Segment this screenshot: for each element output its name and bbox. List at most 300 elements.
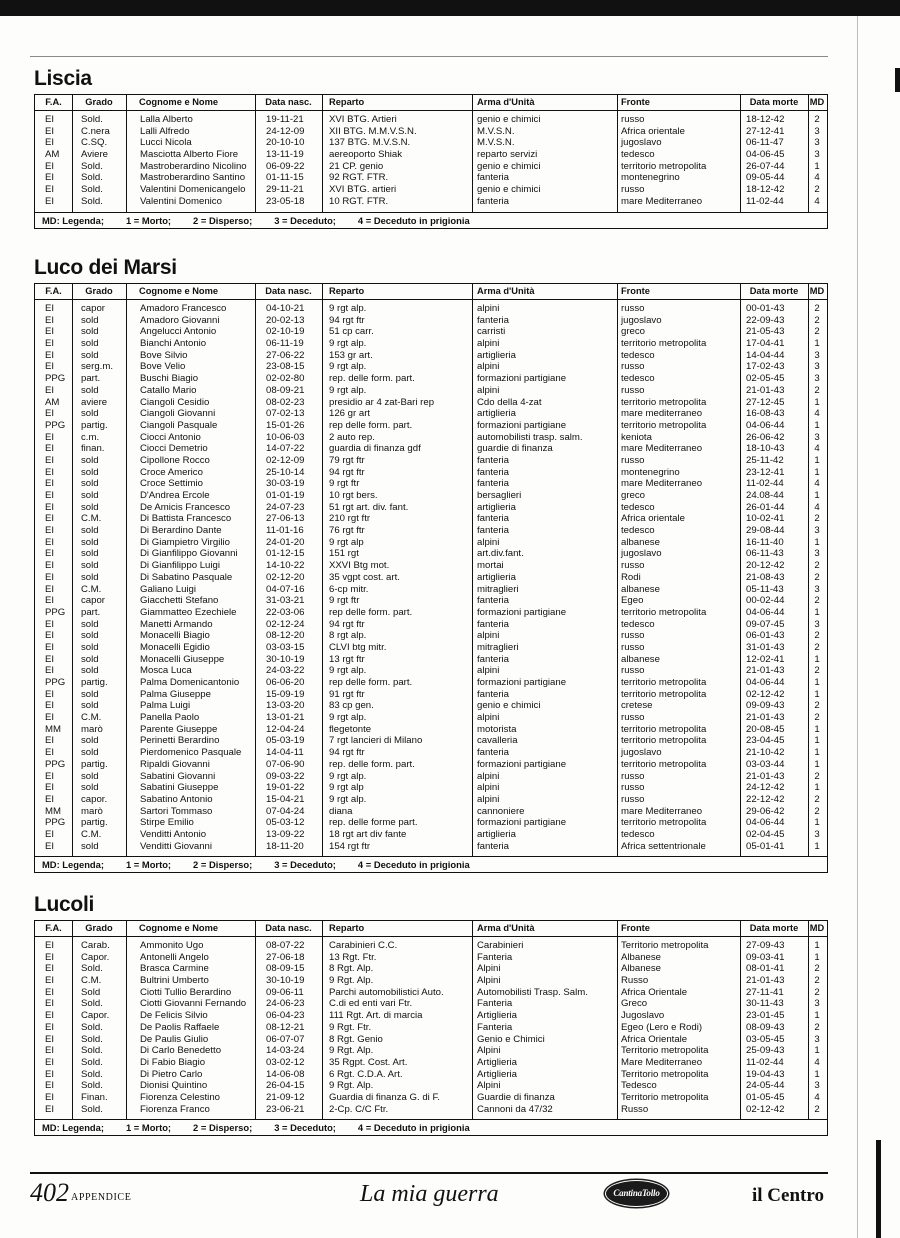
cell-reparto: Parchi automobilistici Auto. bbox=[329, 986, 444, 998]
column-rule bbox=[617, 95, 618, 212]
cell-fronte: territorio metropolita bbox=[621, 338, 707, 350]
cell-birth-date: 10-06-03 bbox=[266, 431, 305, 443]
column-rule bbox=[255, 921, 256, 1119]
cell-arma: alpini bbox=[477, 303, 500, 314]
cell-birth-date: 07-04-24 bbox=[266, 805, 305, 817]
column-rule bbox=[472, 921, 473, 1119]
cell-arma: Alpini bbox=[477, 963, 501, 975]
cell-md: 1 bbox=[814, 747, 820, 759]
cell-name: Palma Giuseppe bbox=[140, 688, 211, 700]
cell-reparto: flegetonte bbox=[329, 723, 372, 735]
cell-md: 2 bbox=[814, 595, 820, 607]
cell-name: Lucci Nicola bbox=[140, 137, 192, 149]
cell-md: 1 bbox=[814, 688, 820, 700]
cell-death-date: 04-06-44 bbox=[746, 606, 785, 618]
cell-fronte: Mare Mediterraneo bbox=[621, 1056, 703, 1068]
cell-fa: EI bbox=[45, 747, 55, 759]
cell-death-date: 21-01-43 bbox=[746, 384, 785, 396]
cell-md: 1 bbox=[814, 160, 820, 172]
cell-death-date: 02-12-42 bbox=[746, 688, 785, 700]
cell-birth-date: 24-03-22 bbox=[266, 665, 305, 677]
cell-md: 2 bbox=[814, 513, 820, 525]
cell-grado: sold bbox=[81, 560, 99, 572]
cell-md: 2 bbox=[814, 384, 820, 396]
cell-fronte: greco bbox=[621, 490, 645, 501]
cell-birth-date: 25-10-14 bbox=[266, 466, 305, 478]
cell-reparto: XVI BTG. artieri bbox=[329, 184, 397, 196]
cell-reparto: 9 Rgt. Alp. bbox=[329, 1045, 374, 1057]
cell-md: 2 bbox=[814, 770, 820, 782]
section-luco-dei-marsi bbox=[34, 251, 828, 873]
cell-md: 4 bbox=[814, 172, 820, 184]
cell-death-date: 09-07-45 bbox=[746, 618, 785, 630]
cell-name: Lalla Alberto bbox=[140, 114, 193, 125]
table-row bbox=[35, 1022, 827, 1034]
page-number: 402 bbox=[30, 1178, 69, 1207]
cell-fa: EI bbox=[45, 137, 55, 149]
legend-row bbox=[35, 212, 827, 228]
cell-death-date: 14-04-44 bbox=[746, 349, 785, 361]
cell-fa: EI bbox=[45, 1080, 55, 1092]
legend-item: 2 = Disperso; bbox=[193, 214, 253, 226]
cell-fa: EI bbox=[45, 583, 55, 595]
cell-grado: C.M. bbox=[81, 583, 102, 595]
table-row bbox=[35, 677, 827, 689]
cell-fa: EI bbox=[45, 326, 55, 338]
cell-md: 1 bbox=[814, 536, 820, 548]
table-row bbox=[35, 724, 827, 736]
cell-fronte: Africa orientale bbox=[621, 125, 685, 137]
cell-arma: alpini bbox=[477, 384, 500, 396]
cell-fronte: keniota bbox=[621, 431, 652, 443]
header-arma: Arma d'Unità bbox=[477, 923, 535, 933]
cell-md: 1 bbox=[814, 419, 820, 431]
cell-reparto: CLVI btg mitr. bbox=[329, 641, 387, 653]
cell-md: 1 bbox=[814, 606, 820, 618]
cell-fronte: territorio metropolita bbox=[621, 735, 707, 747]
cell-arma: genio e chimici bbox=[477, 160, 541, 172]
cell-fronte: Africa orientale bbox=[621, 513, 685, 525]
table-row bbox=[35, 771, 827, 783]
column-rule bbox=[322, 921, 323, 1119]
cell-grado: sold bbox=[81, 630, 99, 642]
column-rule bbox=[255, 284, 256, 856]
cell-reparto: rep delle form. part. bbox=[329, 419, 413, 431]
cell-md: 1 bbox=[814, 735, 820, 747]
cell-arma: artiglieria bbox=[477, 571, 516, 583]
cell-death-date: 29-08-44 bbox=[746, 525, 785, 537]
header-name: Cognome e Nome bbox=[139, 923, 219, 933]
cell-name: Giammatteo Ezechiele bbox=[140, 606, 237, 618]
legend-label: MD: Legenda; bbox=[42, 859, 104, 871]
cell-birth-date: 15-01-26 bbox=[266, 419, 305, 431]
cell-md: 2 bbox=[814, 1021, 820, 1033]
cell-name: Di Gianfilippo Luigi bbox=[140, 560, 220, 572]
cell-name: Ciotti Tullio Berardino bbox=[140, 986, 232, 998]
cell-birth-date: 05-03-19 bbox=[266, 735, 305, 747]
cell-grado: sold bbox=[81, 490, 99, 501]
header-fronte: Fronte bbox=[621, 923, 650, 933]
legend-item: 4 = Deceduto in prigionia bbox=[357, 214, 470, 226]
cell-death-date: 21-08-43 bbox=[746, 571, 785, 583]
cell-death-date: 19-04-43 bbox=[746, 1068, 785, 1080]
cell-fronte: russo bbox=[621, 184, 645, 196]
cell-fa: EI bbox=[45, 840, 55, 852]
cell-death-date: 24-12-42 bbox=[746, 782, 785, 794]
header-birth-date: Data nasc. bbox=[265, 286, 312, 296]
cell-md: 3 bbox=[814, 125, 820, 137]
cell-arma: formazioni partigiane bbox=[477, 606, 567, 618]
cell-name: Fiorenza Franco bbox=[140, 1103, 210, 1115]
cell-reparto: 21 CP. genio bbox=[329, 160, 384, 172]
cell-fa: EI bbox=[45, 443, 55, 455]
cantina-tollo-logo: CantinaTollo bbox=[605, 1180, 668, 1207]
cell-md: 4 bbox=[814, 1056, 820, 1068]
cell-reparto: 9 Rgt. Ftr. bbox=[329, 1021, 372, 1033]
cell-arma: Artiglieria bbox=[477, 1068, 517, 1080]
cell-name: Monacelli Egidio bbox=[140, 641, 210, 653]
cell-md: 2 bbox=[814, 560, 820, 572]
cell-fronte: tedesco bbox=[621, 373, 655, 385]
table-row bbox=[35, 478, 827, 490]
cell-grado: Capor. bbox=[81, 1010, 110, 1022]
column-rule bbox=[472, 95, 473, 212]
cell-grado: marò bbox=[81, 805, 103, 817]
cell-death-date: 27-09-43 bbox=[746, 940, 785, 951]
cell-death-date: 23-12-41 bbox=[746, 466, 785, 478]
cell-death-date: 02-12-42 bbox=[746, 1103, 785, 1115]
cell-birth-date: 14-10-22 bbox=[266, 560, 305, 572]
cell-fa: EI bbox=[45, 501, 55, 513]
table-row bbox=[35, 502, 827, 514]
cell-fa: EI bbox=[45, 571, 55, 583]
cell-reparto: 126 gr art bbox=[329, 408, 371, 420]
cell-arma: alpini bbox=[477, 712, 500, 724]
cell-fronte: Albanese bbox=[621, 951, 662, 963]
cell-reparto: 137 BTG. M.V.S.N. bbox=[329, 137, 411, 149]
cell-fronte: russo bbox=[621, 303, 645, 314]
cell-birth-date: 13-01-21 bbox=[266, 712, 305, 724]
column-rule bbox=[808, 921, 809, 1119]
cell-reparto: rep. delle form. part. bbox=[329, 758, 415, 770]
cell-grado: capor. bbox=[81, 793, 108, 805]
cell-reparto: 111 Rgt. Art. di marcia bbox=[329, 1010, 423, 1022]
cell-fa: EI bbox=[45, 641, 55, 653]
newspaper-name: il Centro bbox=[752, 1185, 824, 1206]
cell-grado: sold bbox=[81, 349, 99, 361]
cell-death-date: 12-02-41 bbox=[746, 653, 785, 665]
cell-md: 2 bbox=[814, 712, 820, 724]
cell-arma: fanteria bbox=[477, 466, 509, 478]
cell-reparto: XVI BTG. Artieri bbox=[329, 114, 397, 125]
cell-name: De Paulis Giulio bbox=[140, 1033, 209, 1045]
cell-md: 3 bbox=[814, 137, 820, 149]
cell-reparto: 153 gr art. bbox=[329, 349, 373, 361]
cell-md: 1 bbox=[814, 490, 820, 501]
cell-birth-date: 11-01-16 bbox=[266, 525, 304, 537]
cell-md: 1 bbox=[814, 466, 820, 478]
cell-grado: finan. bbox=[81, 443, 105, 455]
cell-reparto: 9 rgt ftr bbox=[329, 595, 360, 607]
cell-md: 3 bbox=[814, 373, 820, 385]
cell-md: 2 bbox=[814, 986, 820, 998]
casualty-table bbox=[34, 94, 828, 229]
table-row bbox=[35, 432, 827, 444]
table-row bbox=[35, 350, 827, 362]
cell-death-date: 01-05-45 bbox=[746, 1091, 785, 1103]
cell-birth-date: 04-10-21 bbox=[266, 303, 305, 314]
cell-name: Catallo Mario bbox=[140, 384, 197, 396]
cell-reparto: 18 rgt art div fante bbox=[329, 828, 407, 840]
cell-arma: fanteria bbox=[477, 653, 509, 665]
cell-fronte: russo bbox=[621, 665, 645, 677]
cell-fronte: greco bbox=[621, 326, 645, 338]
cell-md: 1 bbox=[814, 817, 820, 829]
cell-fa: EI bbox=[45, 1045, 55, 1057]
cell-fa: EI bbox=[45, 688, 55, 700]
cell-fa: EI bbox=[45, 735, 55, 747]
cell-reparto: 9 Rgt. Alp. bbox=[329, 1080, 374, 1092]
section-label: APPENDICE bbox=[71, 1192, 132, 1203]
table-row bbox=[35, 841, 827, 853]
cell-fronte: russo bbox=[621, 712, 645, 724]
cell-fa: AM bbox=[45, 149, 60, 161]
cell-name: Di Pietro Carlo bbox=[140, 1068, 203, 1080]
cell-fa: EI bbox=[45, 1103, 55, 1115]
cell-death-date: 26-06-42 bbox=[746, 431, 785, 443]
cell-birth-date: 06-07-07 bbox=[266, 1033, 305, 1045]
cell-death-date: 09-03-41 bbox=[746, 951, 785, 963]
cell-name: Antonelli Angelo bbox=[140, 951, 209, 963]
cell-reparto: 9 Rgt. Alp. bbox=[329, 975, 374, 987]
cell-grado: sold bbox=[81, 688, 99, 700]
cell-reparto: Guardia di finanza G. di F. bbox=[329, 1091, 440, 1103]
table-row bbox=[35, 963, 827, 975]
cell-birth-date: 30-03-19 bbox=[266, 478, 305, 490]
cell-name: Monacelli Biagio bbox=[140, 630, 210, 642]
table-row bbox=[35, 537, 827, 549]
cell-arma: Fanteria bbox=[477, 951, 513, 963]
cell-md: 2 bbox=[814, 963, 820, 975]
cell-grado: part. bbox=[81, 606, 101, 618]
cell-fronte: territorio metropolita bbox=[621, 606, 707, 618]
cell-fronte: russo bbox=[621, 782, 645, 794]
cell-birth-date: 03-02-12 bbox=[266, 1056, 305, 1068]
header-birth-date: Data nasc. bbox=[265, 923, 312, 933]
cell-fronte: russo bbox=[621, 384, 645, 396]
cell-fa: PPG bbox=[45, 817, 66, 829]
header-birth-date: Data nasc. bbox=[265, 97, 312, 107]
cell-fa: EI bbox=[45, 1033, 55, 1045]
cell-fronte: Territorio metropolita bbox=[621, 1068, 709, 1080]
cell-fronte: jugoslavo bbox=[621, 314, 662, 326]
cell-fronte: Egeo (Lero e Rodi) bbox=[621, 1021, 703, 1033]
cell-name: Venditti Antonio bbox=[140, 828, 207, 840]
cell-reparto: 9 rgt alp. bbox=[329, 384, 367, 396]
cell-birth-date: 29-11-21 bbox=[266, 184, 304, 196]
cell-fronte: territorio metropolita bbox=[621, 677, 707, 688]
cell-death-date: 17-02-43 bbox=[746, 361, 785, 373]
cell-name: Sartori Tommaso bbox=[140, 805, 213, 817]
cell-md: 1 bbox=[814, 723, 820, 735]
cell-md: 1 bbox=[814, 653, 820, 665]
table-row bbox=[35, 196, 827, 208]
table-row bbox=[35, 829, 827, 841]
cell-death-date: 29-06-42 bbox=[746, 805, 785, 817]
cell-reparto: 79 rgt ftr bbox=[329, 454, 365, 466]
cell-reparto: presidio ar 4 zat-Bari rep bbox=[329, 396, 435, 408]
cell-name: Amadoro Giovanni bbox=[140, 314, 220, 326]
cell-md: 2 bbox=[814, 793, 820, 805]
cell-name: Venditti Giovanni bbox=[140, 840, 212, 852]
cell-md: 1 bbox=[814, 782, 820, 794]
table-row bbox=[35, 149, 827, 161]
cell-death-date: 11-02-44 bbox=[746, 478, 784, 490]
cell-name: Panella Paolo bbox=[140, 712, 200, 724]
legend-item: 1 = Morto; bbox=[125, 214, 172, 226]
cell-arma: alpini bbox=[477, 361, 500, 373]
section-title: Luco dei Marsi bbox=[34, 256, 177, 279]
cell-md: 1 bbox=[814, 396, 820, 408]
cell-birth-date: 06-11-19 bbox=[266, 338, 304, 350]
cell-fronte: cretese bbox=[621, 700, 653, 712]
cell-birth-date: 13-03-20 bbox=[266, 700, 305, 712]
cell-name: Di Carlo Benedetto bbox=[140, 1045, 222, 1057]
cell-md: 4 bbox=[814, 1091, 820, 1103]
cell-fronte: mare mediterraneo bbox=[621, 408, 703, 420]
cell-birth-date: 13-09-22 bbox=[266, 828, 305, 840]
cell-fronte: territorio metropolita bbox=[621, 396, 707, 408]
table-row bbox=[35, 642, 827, 654]
cell-death-date: 00-01-43 bbox=[746, 303, 785, 314]
cell-reparto: rep. delle forme part. bbox=[329, 817, 418, 829]
cell-birth-date: 30-10-19 bbox=[266, 653, 305, 665]
header-death-date: Data morte bbox=[749, 97, 799, 107]
cell-name: Galiano Luigi bbox=[140, 583, 197, 595]
cell-reparto: 210 rgt ftr bbox=[329, 513, 371, 525]
cell-name: Di Sabatino Pasquale bbox=[140, 571, 233, 583]
cell-fa: PPG bbox=[45, 758, 66, 770]
cell-fa: EI bbox=[45, 963, 55, 975]
cell-death-date: 05-01-41 bbox=[746, 840, 785, 852]
header-fronte: Fronte bbox=[621, 286, 650, 296]
cell-death-date: 22-09-43 bbox=[746, 314, 785, 326]
cell-md: 2 bbox=[814, 314, 820, 326]
cell-arma: carristi bbox=[477, 326, 506, 338]
cell-arma: alpini bbox=[477, 665, 500, 677]
cell-grado: Sold. bbox=[81, 1068, 103, 1080]
cell-birth-date: 19-11-21 bbox=[266, 114, 304, 125]
cell-reparto: Carabinieri C.C. bbox=[329, 940, 398, 951]
cell-name: Valentini Domenicangelo bbox=[140, 184, 246, 196]
cell-fa: EI bbox=[45, 782, 55, 794]
cell-arma: fanteria bbox=[477, 478, 509, 490]
table-row bbox=[35, 1069, 827, 1081]
cell-fa: EI bbox=[45, 184, 55, 196]
cell-death-date: 23-01-45 bbox=[746, 1010, 785, 1022]
legend-item: 3 = Deceduto; bbox=[274, 214, 336, 226]
cell-birth-date: 20-10-10 bbox=[266, 137, 305, 149]
cell-fronte: mare Mediterraneo bbox=[621, 195, 703, 207]
cell-fronte: Territorio metropolita bbox=[621, 1091, 709, 1103]
cell-fa: PPG bbox=[45, 606, 66, 618]
legend-item: 2 = Disperso; bbox=[193, 859, 253, 871]
cell-fa: EI bbox=[45, 793, 55, 805]
cell-reparto: 9 rgt alp. bbox=[329, 303, 367, 314]
cell-grado: Capor. bbox=[81, 951, 110, 963]
cell-reparto: 9 rgt alp. bbox=[329, 338, 367, 350]
cell-grado: Aviere bbox=[81, 149, 109, 161]
cell-name: Palma Luigi bbox=[140, 700, 191, 712]
cell-grado: Carab. bbox=[81, 940, 110, 951]
cell-grado: marò bbox=[81, 723, 103, 735]
cell-name: Fiorenza Celestino bbox=[140, 1091, 220, 1103]
cell-grado: partig. bbox=[81, 677, 108, 688]
cell-grado: sold bbox=[81, 326, 99, 338]
cell-name: Bove Silvio bbox=[140, 349, 188, 361]
table-body bbox=[35, 937, 827, 1119]
cell-grado: Sold. bbox=[81, 963, 103, 975]
cell-birth-date: 15-09-19 bbox=[266, 688, 305, 700]
cell-arma: fanteria bbox=[477, 195, 509, 207]
cell-fa: EI bbox=[45, 338, 55, 350]
table-row bbox=[35, 998, 827, 1010]
cell-arma: alpini bbox=[477, 770, 500, 782]
cell-birth-date: 09-06-11 bbox=[266, 986, 304, 998]
header-reparto: Reparto bbox=[329, 97, 365, 107]
table-row bbox=[35, 161, 827, 173]
cell-grado: sold bbox=[81, 735, 99, 747]
header-fa: F.A. bbox=[45, 923, 62, 933]
cell-reparto: rep delle form. part. bbox=[329, 606, 413, 618]
cell-name: Giacchetti Stefano bbox=[140, 595, 219, 607]
legend-row bbox=[35, 1119, 827, 1135]
table-row bbox=[35, 560, 827, 572]
cell-fa: EI bbox=[45, 361, 55, 373]
cell-fronte: russo bbox=[621, 630, 645, 642]
cell-name: Ciotti Giovanni Fernando bbox=[140, 998, 247, 1010]
cell-arma: Genio e Chimici bbox=[477, 1033, 545, 1045]
cell-name: Mosca Luca bbox=[140, 665, 192, 677]
cell-name: Di Giampietro Virgilio bbox=[140, 536, 230, 548]
cell-death-date: 21-01-43 bbox=[746, 770, 785, 782]
cell-name: Mastroberardino Santino bbox=[140, 172, 246, 184]
table-row bbox=[35, 525, 827, 537]
cell-death-date: 25-11-42 bbox=[746, 454, 784, 466]
cell-arma: guardie di finanza bbox=[477, 443, 553, 455]
cell-name: Stirpe Emilio bbox=[140, 817, 194, 829]
cell-birth-date: 01-01-19 bbox=[266, 490, 305, 501]
table-row bbox=[35, 490, 827, 502]
cell-grado: sold bbox=[81, 501, 99, 513]
cell-death-date: 25-09-43 bbox=[746, 1045, 785, 1057]
cell-name: Amadoro Francesco bbox=[140, 303, 227, 314]
cell-grado: sold bbox=[81, 536, 99, 548]
cell-death-date: 26-07-44 bbox=[746, 160, 785, 172]
cell-death-date: 21-05-43 bbox=[746, 326, 785, 338]
section-title: Liscia bbox=[34, 67, 92, 90]
cell-grado: Sold. bbox=[81, 195, 103, 207]
cell-name: Bove Velio bbox=[140, 361, 186, 373]
cell-name: Monacelli Giuseppe bbox=[140, 653, 225, 665]
cell-birth-date: 02-12-20 bbox=[266, 571, 305, 583]
cell-death-date: 04-06-45 bbox=[746, 149, 785, 161]
cell-death-date: 08-01-41 bbox=[746, 963, 785, 975]
table-header-row bbox=[35, 95, 827, 111]
cell-fronte: Russo bbox=[621, 975, 649, 987]
cell-reparto: 94 rgt ftr bbox=[329, 314, 365, 326]
cell-name: Manetti Armando bbox=[140, 618, 213, 630]
